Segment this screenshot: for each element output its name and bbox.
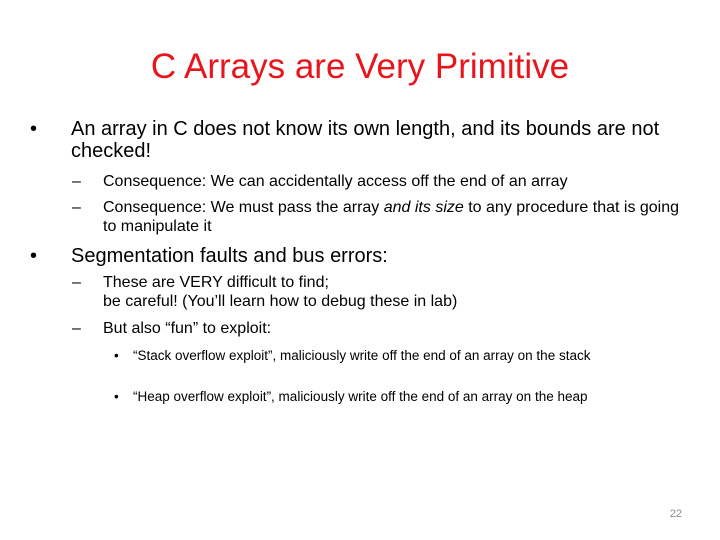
bullet-segfaults xyxy=(30,245,680,267)
sub-bullet-fun-exploit xyxy=(72,319,692,338)
sub-bullet-consequence-access xyxy=(72,172,692,191)
slide-title: C Arrays are Very Primitive xyxy=(150,47,570,86)
sub-sub-bullet-text: “Stack overflow exploit”, maliciously write off the end of an array on the stack xyxy=(133,348,591,363)
text-before: Consequence: We must pass the array xyxy=(103,199,384,216)
page-number: 22 xyxy=(669,508,682,520)
line-1: These are VERY difficult to find; xyxy=(103,274,329,291)
bullet-text: An array in C does not know its own length, and its bounds are not checked! xyxy=(71,118,660,162)
sub-sub-bullet-stack-overflow xyxy=(114,348,674,364)
text-after: to any procedure that is going to manipulate it xyxy=(103,199,680,235)
sub-bullet-marker: – xyxy=(72,320,81,337)
sub-sub-bullet-heap-overflow xyxy=(114,389,674,405)
emphasis-text: and its size xyxy=(383,199,464,216)
sub-bullet-marker: – xyxy=(72,274,81,291)
sub-bullet-text xyxy=(72,198,692,236)
sub-bullet-text: Consequence: We can accidentally access off the end of an array xyxy=(103,173,568,190)
bullet-text: Segmentation faults and bus errors: xyxy=(71,245,388,267)
sub-bullet-text: But also “fun” to exploit: xyxy=(103,320,272,337)
sub-sub-bullet-text: “Heap overflow exploit”, maliciously write off the end of an array on the heap xyxy=(133,389,588,404)
bullet-marker: • xyxy=(30,118,38,140)
bullet-array-length xyxy=(30,118,680,162)
sub-sub-bullet-marker: • xyxy=(114,389,119,404)
sub-bullet-difficult xyxy=(72,273,692,311)
sub-sub-bullet-marker: • xyxy=(114,348,119,363)
bullet-marker: • xyxy=(30,245,38,267)
sub-bullet-text xyxy=(72,273,692,311)
sub-bullet-marker: – xyxy=(72,199,81,216)
sub-bullet-marker: – xyxy=(72,173,81,190)
sub-bullet-consequence-pass-size xyxy=(72,198,692,236)
line-2: be careful! (You’ll learn how to debug these in lab) xyxy=(103,293,458,310)
